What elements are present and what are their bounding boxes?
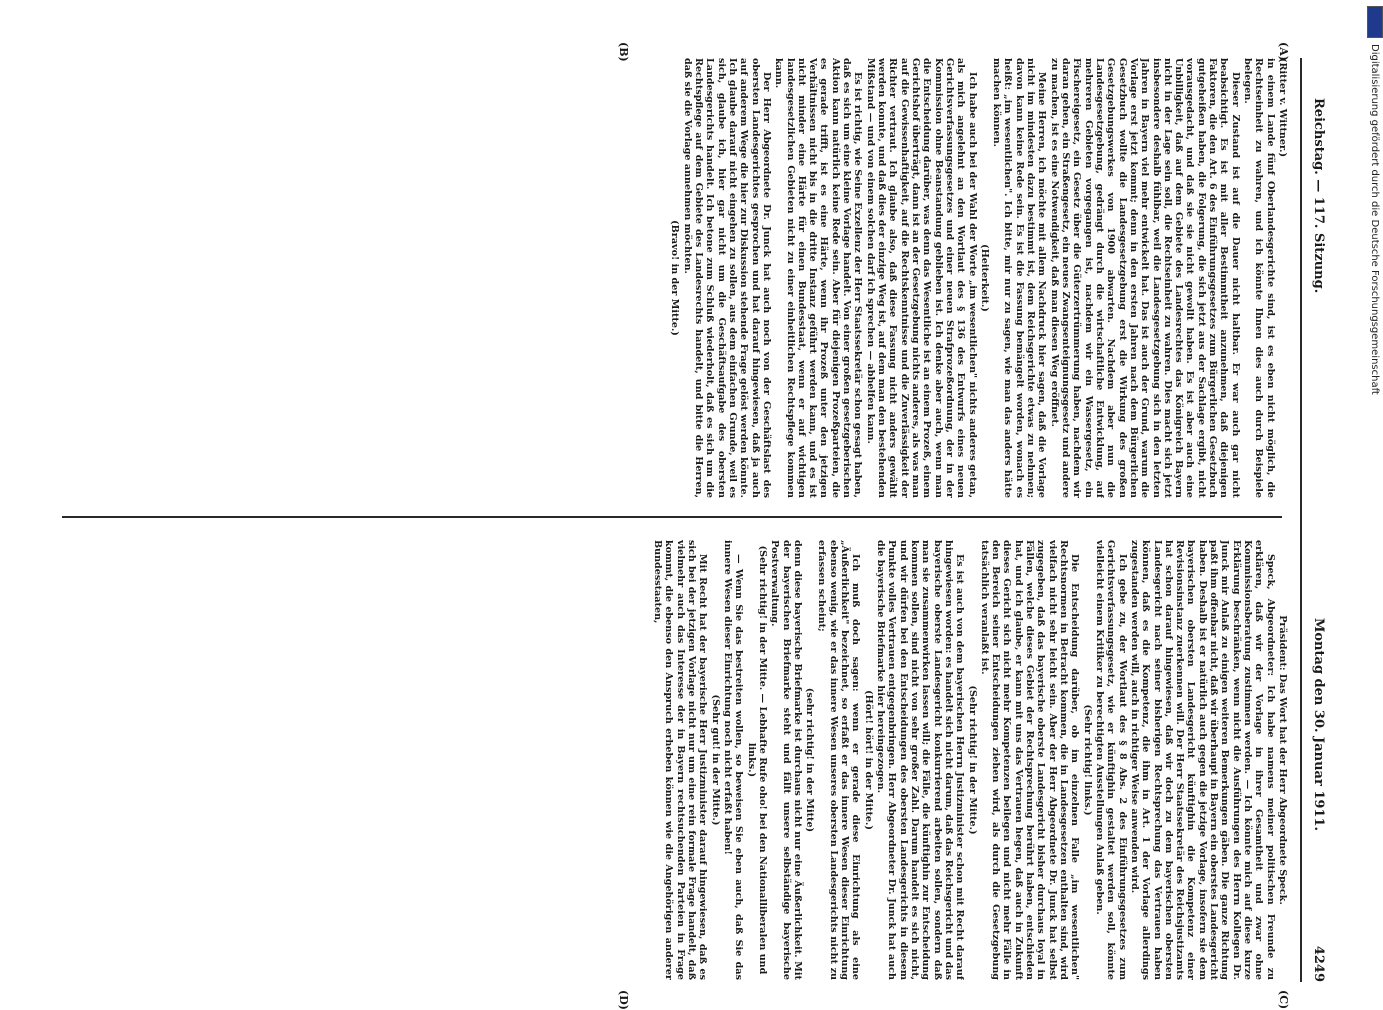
paragraph: in einem Lande fünf Oberlandesgerichte sind, ist es eben nicht möglich, die Rechtseinheit zu wahren, und ich könnte Ihnen dies auch durch Beispiele belegen. (1242, 58, 1276, 498)
page-header (1304, 58, 1326, 982)
margin-marker-d: (D) (617, 990, 630, 1010)
margin-marker-b: (B) (617, 42, 630, 62)
interjection: (Heiterkeit.) (978, 244, 990, 312)
paragraph: — Wenn Sie das bestreiten wollen, so beweisen Sie eben auch, daß Sie das innere Wesen dieser Einrichtung noch nicht erfaßt haben! (722, 540, 745, 980)
interjection: (Hört! hört! in der Mitte.) (862, 690, 874, 830)
paragraph: Dieser Zustand ist auf die Dauer nicht haltbar. Er war auch gar nicht beabsichtigt. Es ist mit aller Bestimmtheit anzunehmen, daß diejenigen Faktoren, die den Art. 6 des Einführungsgesetzes zum Bürgerlichen Gesetzbuch gutgeheißen haben, die Folgerung, die sich jetzt aus der Sachlage ergibt, nicht vorausgedacht, und daß sie sie nicht gewollt haben. Es ist aber auch eine Unbilligkeit, daß auf dem Gebiete des Landesrechtes das Königreich Bayern nicht in der Lage sein soll, die Rechtseinheit zu wahren. Dies macht sich jetzt insbesondere deshalb fühlbar, weil die Landesgesetzgebung sich in den letzten Jahren in Bayern viel mehr entwickelt hat. Das ist auch der Grund, warum die Vorlage erst jetzt kommt; denn in den ersten Jahren nach dem Bürgerlichen Gesetzbuch wollte die Landesgesetzgebung erst die Wirkung des großen Gesetzgebungswerkes von 1900 abwarten. Nachdem aber nun die Landesgesetzgebung, gedrängt durch die wirtschaftliche Entwicklung, auf mehreren Gebieten vorgegangen ist, nachdem wir ein Wassergesetz, ein Fischereigesetz, ein Gesetz über die Güterzertrümmerung haben, nachdem wir daran gehen, ein Straßengesetz, ein neues Zwangsenteignungsgesetz und andere zu machen, ist es eine Notwendigkeit, daß man diesen Weg eröffnet. (1048, 58, 1241, 498)
paragraph: Die Entscheidung darüber, ob im einzelnen Falle „im wesentlichen" Rechtsnormen in Betracht kommen, die in Landesgesetzen enthalten sind, wird vielfach nicht sehr leicht sein. Aber der Herr Abgeordnete Dr. Junck hat selbst zugegeben, daß das bayerische oberste Landesgericht bisher durchaus loyal in Fällen, welche dieses Gebiet der Rechtsprechung berührt haben, entschieden hat, und ich glaube, er kann mit uns das Vertrauen hegen, daß auch in Zukunft dieses Gericht sich nicht mehr Kompetenzen beilegen und nicht mehr Fälle in den Bereich seiner Entscheidungen ziehen wird, als durch die Gesetzgebung tatsächlich veranlaßt ist. (978, 540, 1081, 980)
paragraph: (Ritter v. Wittner.) (1277, 58, 1288, 158)
paragraph: Meine Herren, ich möchte mit allem Nachdruck hier sagen, daß die Vorlage nicht im mindesten dazu bestimmt ist, dem Reichsgerichte etwas zu nehmen; davon kann keine Rede sein. Es ist die Fassung bemängelt worden, wonach es heißt: „im wesentlichen". Ich bitte, mir nur zu sagen, wie man das anders hätte machen können. (991, 58, 1048, 498)
interjection: (Bravo! in der Mitte.) (669, 220, 681, 336)
header-date: Montag den 30. Januar 1911. (1311, 618, 1326, 832)
speaker-heading: Präsident: Das Wort hat der Herr Abgeordnete Speck. (1277, 615, 1288, 905)
dfg-logo (1367, 6, 1383, 38)
right-column (58, 540, 1288, 980)
interjection: (sehr richtig! in der Mitte) (804, 687, 816, 833)
margin-marker-c: (C) (1277, 990, 1290, 1010)
interjection: (Sehr gut! in der Mitte.) (709, 694, 721, 826)
paragraph: Speck, Abgeordneter: Ich habe namens meiner politischen Freunde zu erklären, daß wir der Vorlage in ihrer Gesamtheit und zwar ohne Kommissionsberatung zustimmen werden. — Ich könnte mich auf diese kurze Erklärung beschränken, wenn nicht die Ausführungen des Herrn Kollegen Dr. Junck mir Anlaß zu einigen weiteren Bemerkungen gäben. Die ganze Richtung paßt ihm offenbar nicht, daß wir überhaupt in Bayern ein oberstes Landesgericht haben. Deshalb ist er natürlich auch gegen die jetzige Vorlage, insofern sie dem bayerischen obersten Landesgericht künftighin die Kompetenz einer Revisionsinstanz zuerkennen will. Der Herr Staatssekretär des Reichsjustizamts hat schon darauf hingewiesen, daß wir doch zu dem bayerischen obersten Landesgericht nach seiner bisherigen Rechtsprechung das Vertrauen haben können, daß es die Kompetenz, die ihm in Art. 1 der Vorlage allerdings zugestanden werden will, auch in richtiger Weise anwenden wird. (1128, 540, 1276, 980)
paragraph: Ich gebe zu, der Wortlaut des § 8 Abs. 2 des Einführungsgesetzes zum Gerichtsverfassungsgesetz, wie er künftighin gestaltet werden soll, könnte vielleicht einem Kritiker zu berechtigten Ausstellungen Anlaß geben. (1094, 540, 1128, 980)
digitization-credit: Digitalisierung gefördert durch die Deutsche Forschungsgemeinschaft (1369, 44, 1380, 395)
header-page-number: 4249 (1311, 945, 1326, 982)
paragraph: Mit Recht hat der bayerische Herr Justizminister darauf hingewiesen, daß es sich bei der jetzigen Vorlage nicht nur um eine rein formale Frage handelt, daß vielmehr auch das Interesse der in Bayern rechtsuchenden Parteien in Frage kommt, die ebenso den Anspruch erheben können wie die Angehörigen anderer Bundesstaaten, (652, 540, 709, 980)
interjection: (Sehr richtig! in der Mitte.) (966, 685, 978, 835)
paragraph: Der Herr Abgeordnete Dr. Junck hat auch noch von der Geschäftslast des obersten Landesgerichtes gesprochen und hat darauf hingewiesen, daß ja auch auf anderem Wege die hier zur Diskussion stehende Frage gelöst werden könnte. Ich glaube darauf nicht eingehen zu sollen, aus dem einfachen Grunde, weil es sich, glaube ich, hier gar nicht um die Geschäftsaufgabe des obersten Landesgerichts handelt. Ich betone zum Schluß wiederholt, daß es sich um die Rechtspflege auf dem Gebiete des Landesrechts handelt, und bitte die Herren, daß sie die Vorlage annehmen möchten. (681, 58, 772, 498)
paragraph: Es ist auch von dem bayerischen Herrn Justizminister schon mit Recht darauf hingewiesen worden: es handelt sich nicht darum, daß das Reichsgericht und das bayerische oberste Landesgericht konkurrierend arbeiten sollen, sondern daß man sie zusammenwirken lassen will; die Fälle, die künftighin zur Entscheidung kommen sollen, sind nicht von sehr großer Zahl. Darum handelt es sich nicht, und wir dürfen bei den Entscheidungen des obersten Landesgerichts in diesem Punkte volles Vertrauen entgegenbringen. Herr Abgeordneter Dr. Junck hat auch die bayerische Briefmarke hier hereingezogen. (875, 540, 966, 980)
paragraph: Ich muß doch sagen: wenn er gerade diese Einrichtung als eine „Äußerlichkeit" bezeichnet, so erfaßt er das innere Wesen dieser Einrichtung ebenso wenig, wie er das innere Wesen unseres obersten Landesgerichts nicht zu erfassen scheint; (816, 540, 862, 980)
column-divider (62, 516, 1282, 518)
interjection: (Sehr richtig! links.) (1081, 704, 1093, 816)
header-rule (1301, 58, 1303, 982)
margin-marker-a: (A) (1277, 42, 1290, 61)
paragraph: Es ist richtig, wie Seine Exzellenz der Herr Staatssekretär schon gesagt haben, daß es sich um eine kleine Vorlage handelt. Von einer großen gesetzgeberischen Aktion kann natürlich keine Rede sein. Aber für diejenigen Prozeßparteien, die es gerade trifft, ist es eine Härte, wenn ihr Prozeß unter den jetzigen Verhältnissen nicht bis in die dritte Instanz geführt werden kann, und es ist nicht minder eine Härte für einen Bundesstaat, wenn er auf wichtigen landesgesetzlichen Gebieten nicht zu einer einheitlichen Rechtspflege kommen kann. (773, 58, 864, 498)
left-column (58, 58, 1288, 498)
rotated-page (0, 40, 1330, 1010)
paragraph: denn diese bayerische Briefmarke ist durchaus nicht nur eine Äußerlichkeit. Mit der bayerischen Briefmarke steht und fällt unsere selbständige bayerische Postverwaltung. (769, 540, 803, 980)
header-session: Reichstag. — 117. Sitzung. (1311, 98, 1326, 294)
interjection: (Sehr richtig! in der Mitte. — Lebhafte Rufe oho! bei den Nationalliberalen und links.) (745, 545, 768, 975)
paragraph: Ich habe auch bei der Wahl der Worte „im wesentlichen" nichts anderes getan, als mich angelehnt an den Wortlaut des § 136 des Entwurfs eines neuen Gerichtsverfassungsgesetzes und einer neuen Strafprozeßordnung, der in der Kommission ohne Beanstandung geblieben ist. Ich denke aber auch, wenn man die Entscheidung darüber, was denn das Wesentliche ist an einem Prozeß, einem Gerichtshof überträgt, dann ist an der Gesetzgebung nichts anderes, als was man auf die Gewissenhaftigkeit, auf die Rechtskenntnisse und die Zuverlässigkeit der Richter vertraut. Ich glaube also, daß diese Fassung nicht anders gewählt werden konnte, und daß dies der einzige Weg ist, auf dem man den bestehenden Mißstand — und von einem solchen darf ich sprechen — abhelfen kann. (864, 58, 978, 498)
